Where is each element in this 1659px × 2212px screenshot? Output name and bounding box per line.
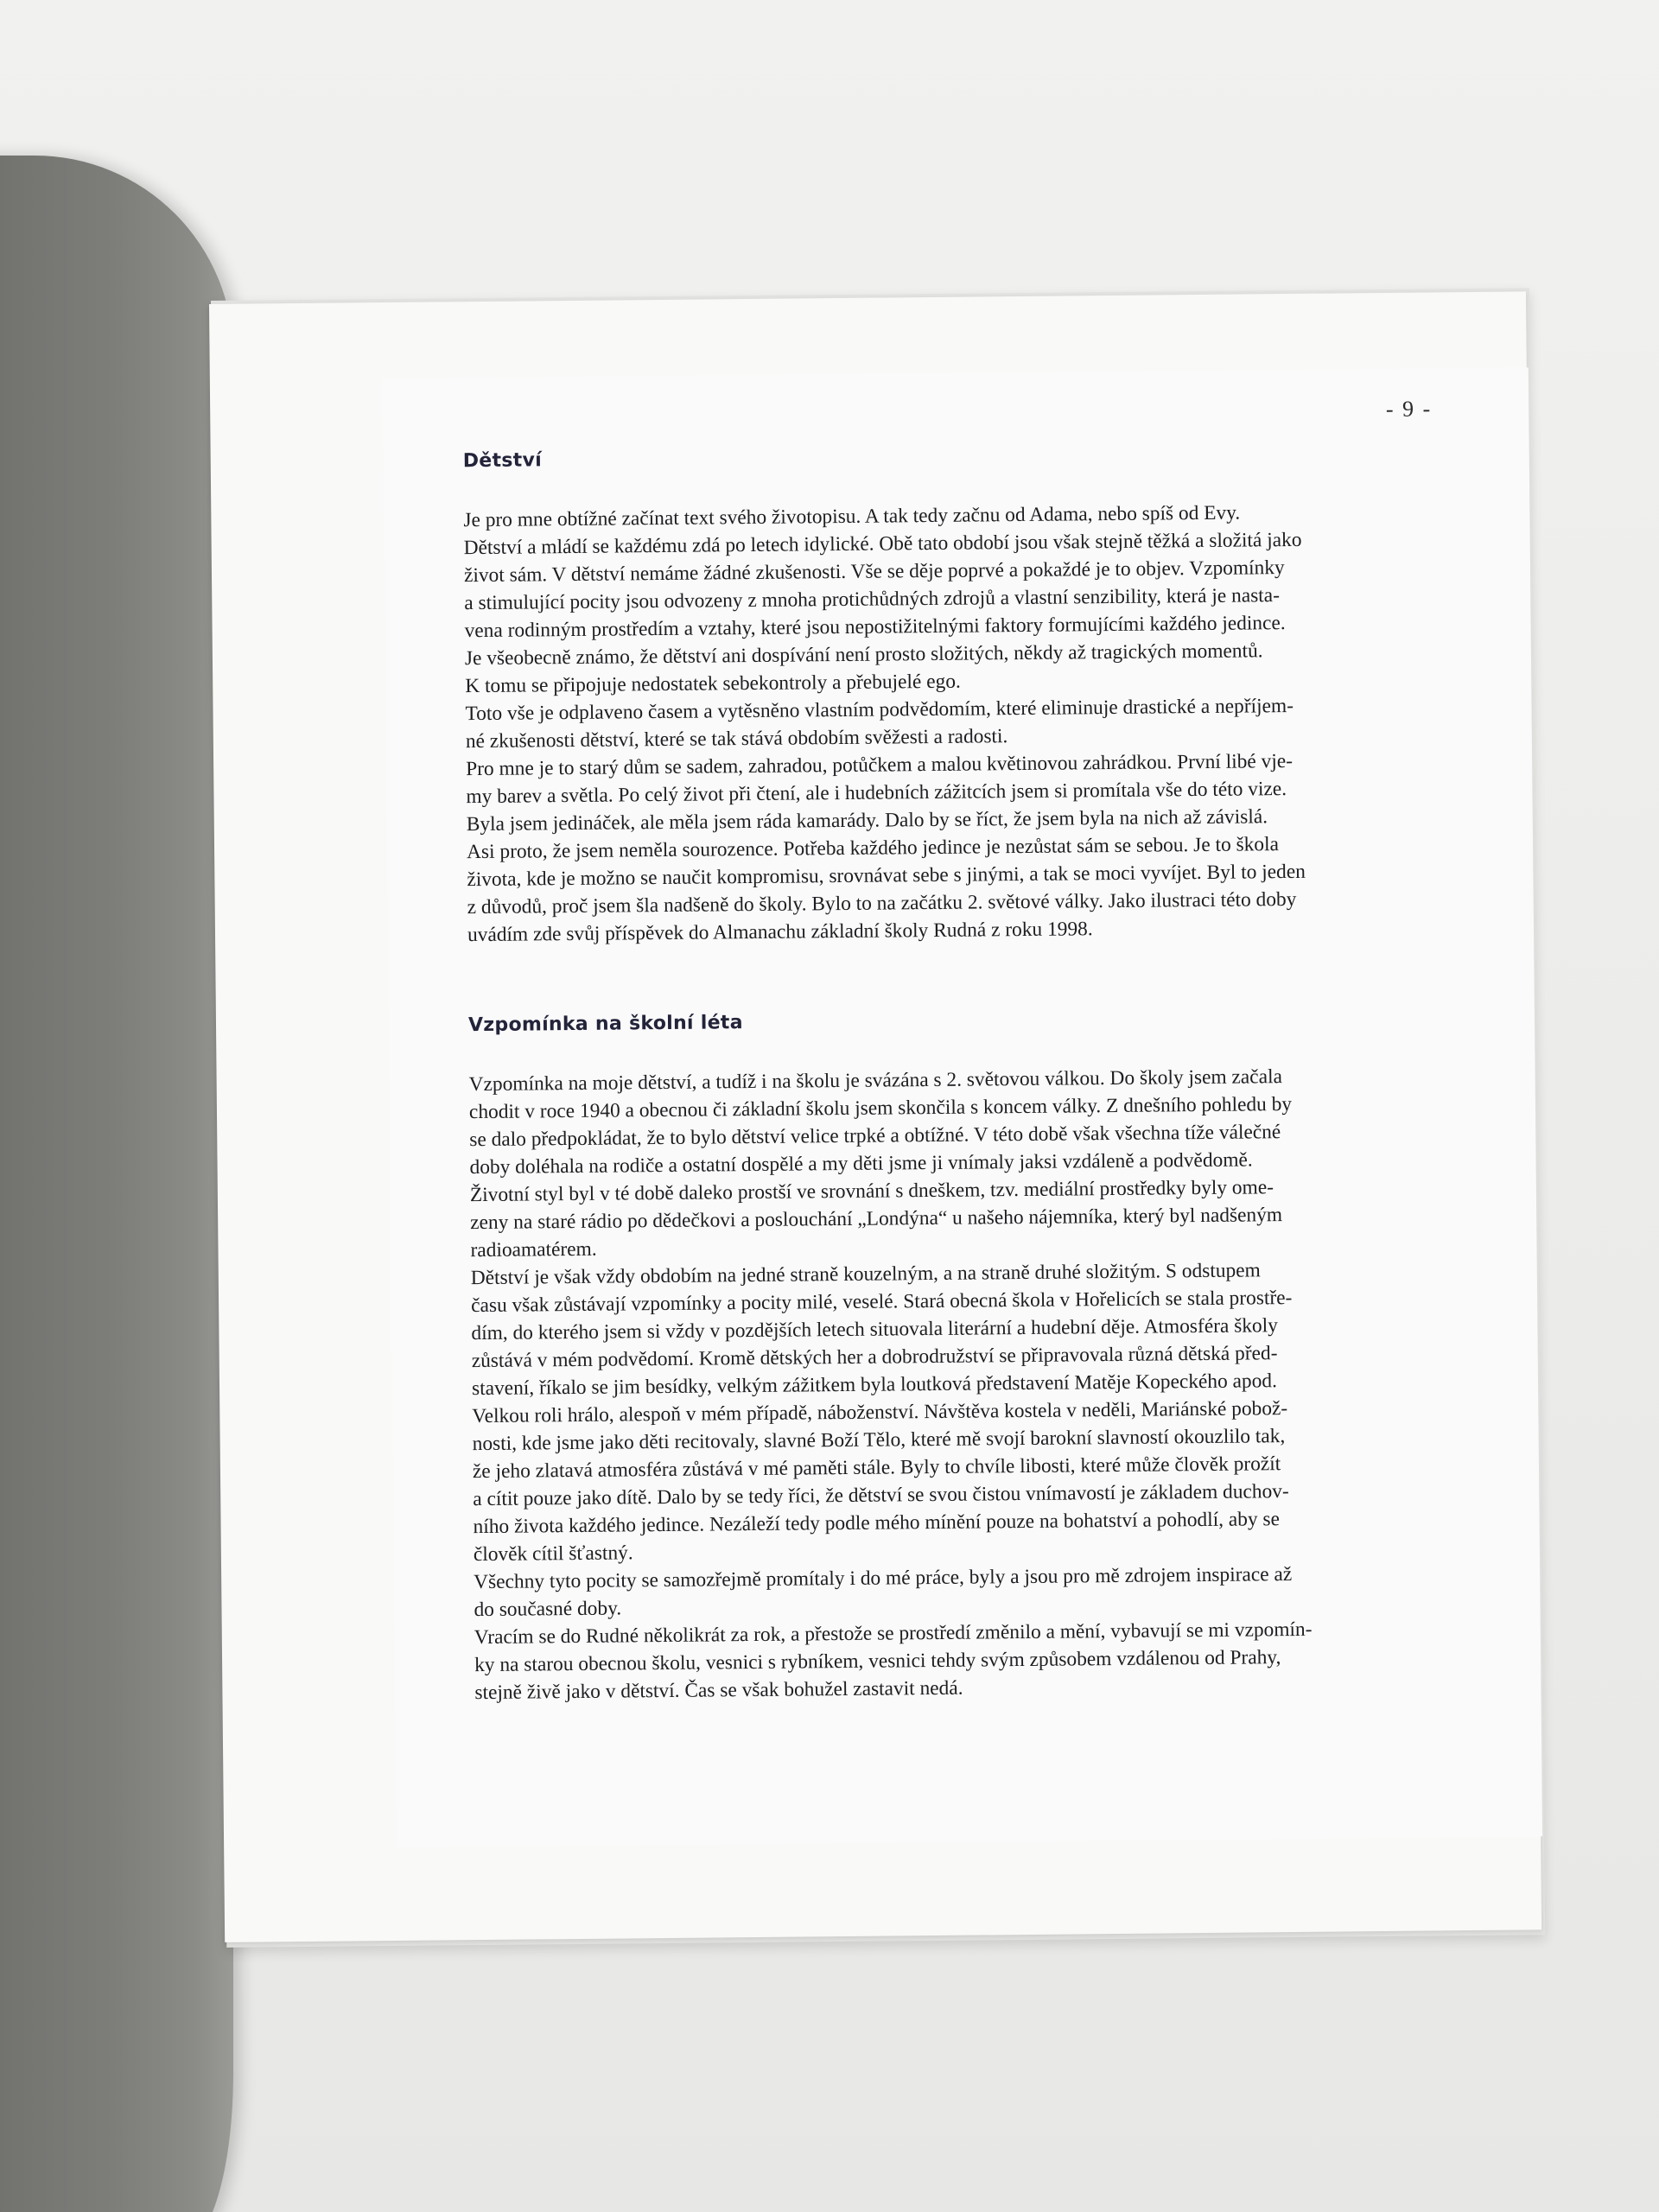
text-line: stejně živě jako v dětství. Čas se však bohužel zastavit nedá. bbox=[474, 1676, 963, 1705]
text-line: Dětství je však vždy obdobím na jedné straně kouzelným, a na straně druhé složitým. S odstupem bbox=[470, 1259, 1261, 1290]
text-line: Pro mne je to starý dům se sadem, zahradou, potůčkem a malou květinovou zahrádkou. První libé vje- bbox=[466, 749, 1294, 781]
page-number: - 9 - bbox=[1385, 396, 1433, 422]
text-line: Vzpomínka na moje dětství, a tudíž i na školu je svázána s 2. světovou válkou. Do školy jsem začala bbox=[468, 1065, 1283, 1096]
text-line: Je všeobecně známo, že dětství ani dospívání není prosto složitých, někdy až tragických momentů. bbox=[464, 639, 1263, 671]
text-line: Asi proto, že jsem neměla sourozence. Potřeba každého jedince je nezůstat sám se sebou. Je to škola bbox=[466, 833, 1280, 864]
text-line: radioamatérem. bbox=[470, 1237, 597, 1262]
section-heading-detstvi: Dětství bbox=[462, 449, 543, 473]
page-content bbox=[463, 442, 1426, 1707]
text-line: Byla jsem jedináček, ale měla jsem ráda kamarády. Dalo by se říct, že jsem byla na nich až závislá. bbox=[466, 805, 1268, 836]
text-line: život sám. V dětství nemáme žádné zkušenosti. Vše se děje poprvé a pokaždé je to objev. Vzpomínky bbox=[463, 556, 1285, 588]
text-line: a cítit pouze jako dítě. Dalo by se tedy říci, že dětství se svou čistou vnímavostí je základem duchov- bbox=[473, 1480, 1289, 1511]
text-line: my barev a světla. Po celý život při čtení, ale i hudebních zážitcích jsem si promítala vše do této vize. bbox=[466, 778, 1287, 809]
book-page bbox=[209, 291, 1541, 1942]
text-line: zůstává v mém podvědomí. Kromě dětských her a dobrodružství se připravovala různá dětská před- bbox=[471, 1342, 1278, 1373]
text-line: člověk cítil šťastný. bbox=[473, 1541, 633, 1567]
text-line: uvádím zde svůj příspěvek do Almanachu základní školy Rudná z roku 1998. bbox=[467, 918, 1093, 947]
text-line: doby doléhala na rodiče a ostatní dospělé a my děti jsme ji vnímaly jaksi vzdáleně a podvědomě. bbox=[469, 1148, 1253, 1179]
text-line: né zkušenosti dětství, které se tak stává obdobím svěžesti a radosti. bbox=[465, 725, 1008, 753]
book-cover-edge bbox=[0, 156, 233, 2212]
text-line: z důvodů, proč jsem šla nadšeně do školy. Bylo to na začátku 2. světové války. Jako ilustraci této doby bbox=[467, 887, 1297, 919]
text-line: Dětství a mládí se každému zdá po letech idylické. Obě tato období jsou však stejně těžká a složitá jako bbox=[463, 528, 1302, 560]
text-line: nosti, kde jsme jako děti recitovaly, slavné Boží Tělo, které mě svojí barokní slavností okouzlilo tak, bbox=[472, 1425, 1286, 1456]
text-line: zeny na staré rádio po dědečkovi a poslouchání „Londýna“ u našeho nájemníka, který byl nadšeným bbox=[470, 1204, 1283, 1235]
text-line: a stimulující pocity jsou odvozeny z mnoha protichůdných zdrojů a vlastní senzibility, která je nasta- bbox=[464, 584, 1281, 615]
text-line: vena rodinným prostředím a vztahy, které jsou nepostižitelnými faktory formujícími každého jedince. bbox=[464, 612, 1286, 643]
text-line: Je pro mne obtížné začínat text svého životopisu. A tak tedy začnu od Adama, nebo spíš od Evy. bbox=[463, 501, 1241, 532]
section-heading-vzpominka: Vzpomínka na školní léta bbox=[467, 1012, 743, 1037]
text-line: Všechny tyto pocity se samozřejmě promítaly i do mé práce, byly a jsou pro mě zdrojem inspirace až bbox=[474, 1563, 1293, 1594]
section-body-detstvi bbox=[463, 498, 1418, 950]
text-line: Vracím se do Rudné několikrát za rok, a přestože se prostředí změnilo a mění, vybavují se mi vzpomín- bbox=[474, 1618, 1313, 1649]
text-line: Životní styl byl v té době daleko prostší ve srovnání s dneškem, tzv. mediální prostředky byly ome- bbox=[469, 1176, 1274, 1207]
text-line: stavení, říkalo se jim besídky, velkým zážitkem byla loutková představení Matěje Kopeckého apod. bbox=[471, 1370, 1278, 1401]
text-line: K tomu se připojuje nedostatek sebekontroly a přebujelé ego. bbox=[465, 670, 961, 698]
text-line: chodit v roce 1940 a obecnou či základní školu jsem skončila s koncem války. Z dnešního pohledu by bbox=[468, 1093, 1293, 1124]
text-line: se dalo předpokládat, že to bylo dětství velice trpké a obtížné. V této době však všechna tíže válečné bbox=[469, 1121, 1281, 1152]
text-line: ního života každého jedince. Nezáleží tedy podle mého mínění pouze na bohatství a pohodlí, aby se bbox=[473, 1508, 1281, 1539]
text-line: dím, do kterého jsem si vždy v pozdějších letech situovala literární a hudební děje. Atmosféra školy bbox=[471, 1314, 1278, 1345]
text-line: času však zůstávají vzpomínky a pocity milé, veselé. Stará obecná škola v Hořelicích se stala prostře- bbox=[471, 1287, 1293, 1318]
text-line: do současné doby. bbox=[474, 1597, 622, 1622]
text-line: že jeho zlatavá atmosféra zůstává v mé paměti stále. Byly to chvíle libosti, které může člověk prožít bbox=[472, 1452, 1281, 1484]
text-line: života, kde je možno se naučit kompromisu, srovnávat sebe s jinými, a tak se moci vyvíjet. Byl to jeden bbox=[467, 860, 1306, 892]
text-line: ky na starou obecnou školu, vesnici s rybníkem, vesnici tehdy svým způsobem vzdálenou od Prahy, bbox=[474, 1646, 1281, 1677]
text-line: Velkou roli hrálo, alespoň v mém případě, náboženství. Návštěva kostela v neděli, Mariánské pobož- bbox=[472, 1397, 1288, 1428]
text-line: Toto vše je odplaveno časem a vytěsněno vlastním podvědomím, které eliminuje drastické a nepříjem- bbox=[465, 694, 1294, 726]
section-body-vzpominka bbox=[469, 1062, 1426, 1707]
